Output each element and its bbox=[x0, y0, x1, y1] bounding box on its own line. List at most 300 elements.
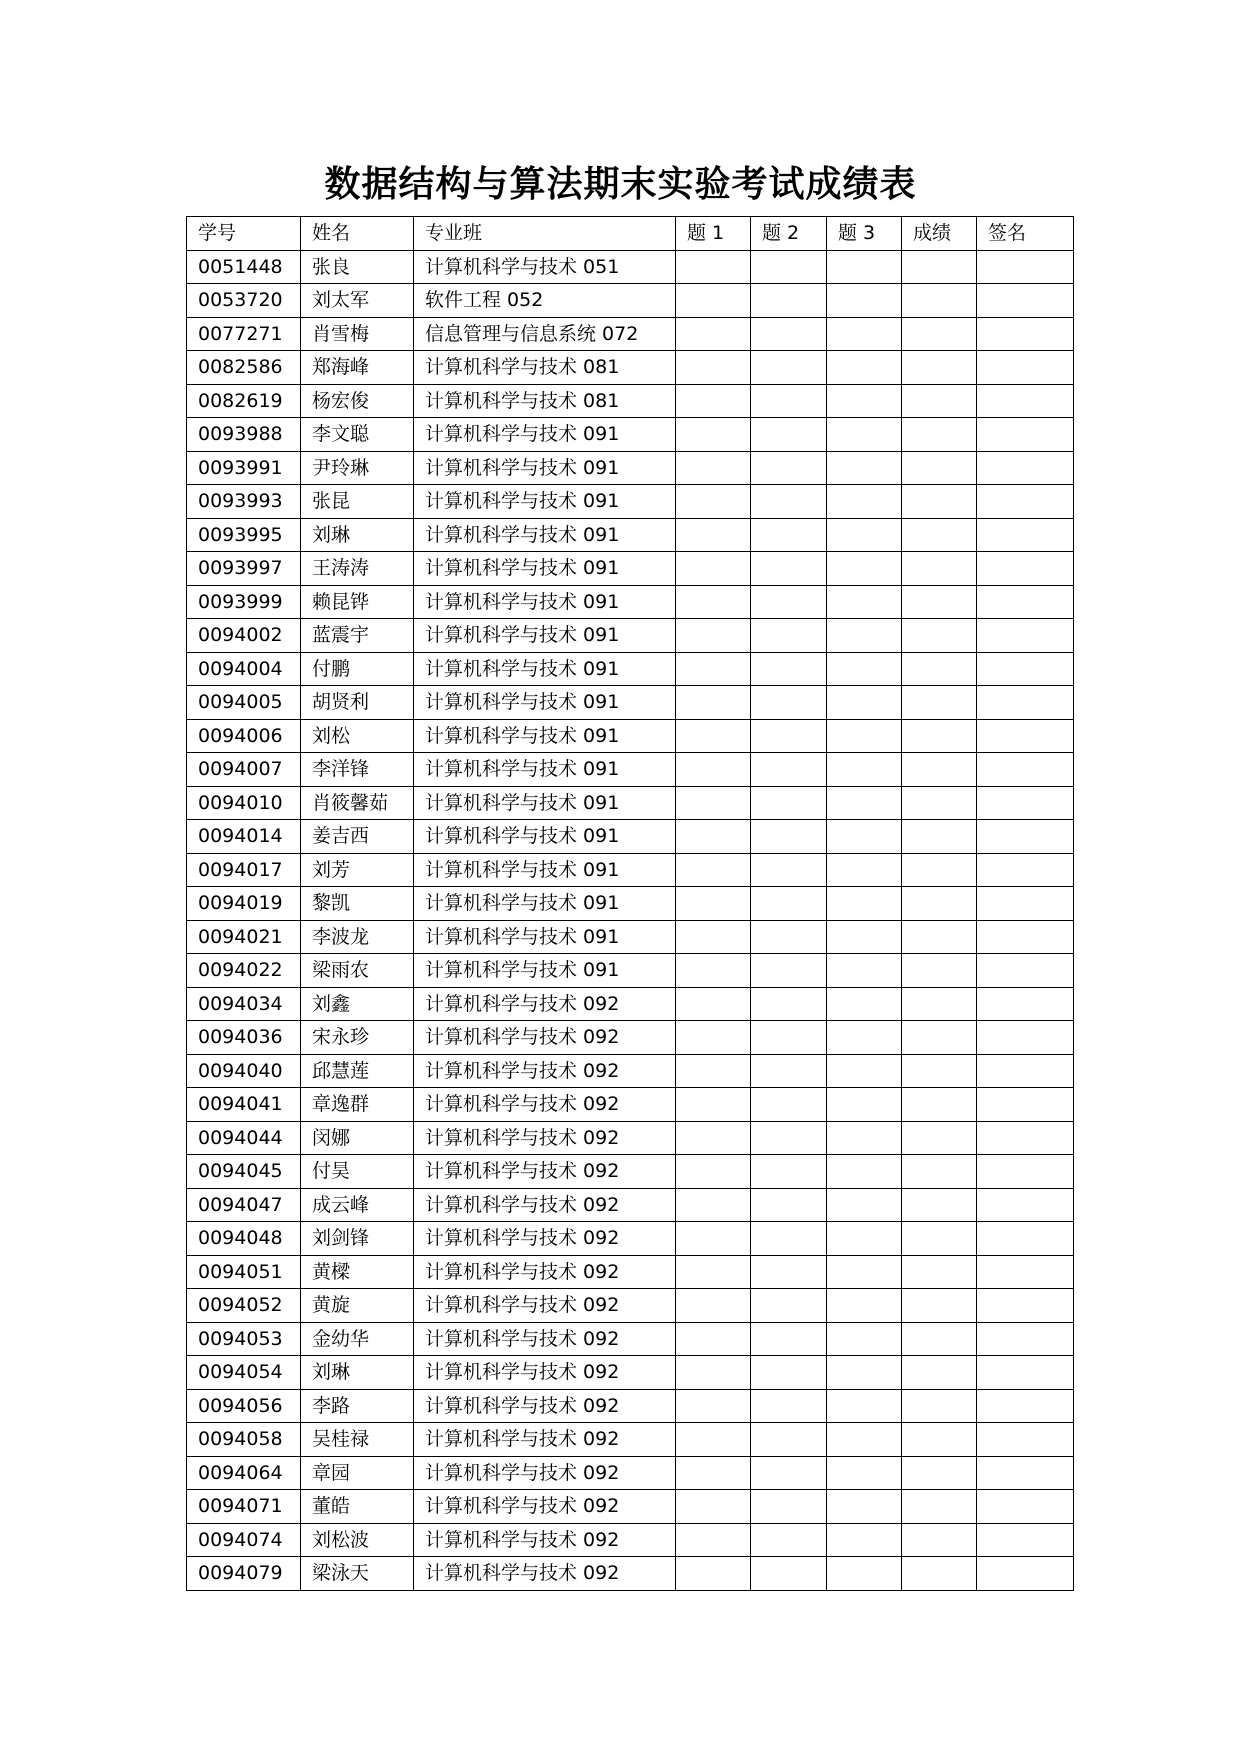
q2-cell bbox=[751, 552, 827, 586]
student-id-cell: 0094010 bbox=[187, 786, 301, 820]
table-row bbox=[187, 1155, 1074, 1189]
student-id-cell: 0094005 bbox=[187, 686, 301, 720]
table-row bbox=[187, 1356, 1074, 1390]
q3-cell bbox=[827, 451, 902, 485]
name-cell: 付昊 bbox=[301, 1155, 414, 1189]
table-row bbox=[187, 418, 1074, 452]
table-row bbox=[187, 518, 1074, 552]
name-cell: 金幼华 bbox=[301, 1322, 414, 1356]
signature-cell bbox=[977, 585, 1074, 619]
student-id-cell: 0094053 bbox=[187, 1322, 301, 1356]
q3-cell bbox=[827, 954, 902, 988]
signature-cell bbox=[977, 284, 1074, 318]
score-cell bbox=[902, 1188, 977, 1222]
name-cell: 成云峰 bbox=[301, 1188, 414, 1222]
name-cell: 梁雨农 bbox=[301, 954, 414, 988]
signature-cell bbox=[977, 1456, 1074, 1490]
signature-cell bbox=[977, 619, 1074, 653]
major-class-cell: 计算机科学与技术 092 bbox=[414, 1021, 676, 1055]
column-header-major-class: 专业班 bbox=[414, 217, 676, 251]
q3-cell bbox=[827, 1088, 902, 1122]
major-class-cell: 计算机科学与技术 051 bbox=[414, 250, 676, 284]
q1-cell bbox=[676, 920, 751, 954]
major-class-cell: 计算机科学与技术 091 bbox=[414, 451, 676, 485]
q2-cell bbox=[751, 719, 827, 753]
table-row bbox=[187, 820, 1074, 854]
table-row bbox=[187, 619, 1074, 653]
student-id-cell: 0094051 bbox=[187, 1255, 301, 1289]
q1-cell bbox=[676, 820, 751, 854]
major-class-cell: 计算机科学与技术 091 bbox=[414, 920, 676, 954]
column-header-q2: 题 2 bbox=[751, 217, 827, 251]
table-row bbox=[187, 920, 1074, 954]
name-cell: 刘太军 bbox=[301, 284, 414, 318]
q2-cell bbox=[751, 1222, 827, 1256]
score-cell bbox=[902, 284, 977, 318]
q1-cell bbox=[676, 753, 751, 787]
name-cell: 刘剑锋 bbox=[301, 1222, 414, 1256]
student-id-cell: 0093991 bbox=[187, 451, 301, 485]
name-cell: 董皓 bbox=[301, 1490, 414, 1524]
q1-cell bbox=[676, 987, 751, 1021]
score-cell bbox=[902, 887, 977, 921]
q1-cell bbox=[676, 619, 751, 653]
major-class-cell: 计算机科学与技术 092 bbox=[414, 1322, 676, 1356]
signature-cell bbox=[977, 1490, 1074, 1524]
signature-cell bbox=[977, 485, 1074, 519]
signature-cell bbox=[977, 853, 1074, 887]
column-header-name: 姓名 bbox=[301, 217, 414, 251]
signature-cell bbox=[977, 1021, 1074, 1055]
q2-cell bbox=[751, 954, 827, 988]
grades-table-body bbox=[187, 250, 1074, 1590]
table-row bbox=[187, 1557, 1074, 1591]
q2-cell bbox=[751, 1155, 827, 1189]
signature-cell bbox=[977, 887, 1074, 921]
table-row bbox=[187, 1389, 1074, 1423]
table-row bbox=[187, 987, 1074, 1021]
major-class-cell: 计算机科学与技术 092 bbox=[414, 1423, 676, 1457]
signature-cell bbox=[977, 1222, 1074, 1256]
q2-cell bbox=[751, 1456, 827, 1490]
score-cell bbox=[902, 250, 977, 284]
q1-cell bbox=[676, 853, 751, 887]
q3-cell bbox=[827, 786, 902, 820]
q1-cell bbox=[676, 1155, 751, 1189]
student-id-cell: 0093997 bbox=[187, 552, 301, 586]
signature-cell bbox=[977, 1356, 1074, 1390]
q2-cell bbox=[751, 585, 827, 619]
q1-cell bbox=[676, 1188, 751, 1222]
table-row bbox=[187, 552, 1074, 586]
q2-cell bbox=[751, 1356, 827, 1390]
score-cell bbox=[902, 1021, 977, 1055]
score-cell bbox=[902, 1054, 977, 1088]
major-class-cell: 信息管理与信息系统 072 bbox=[414, 317, 676, 351]
score-cell bbox=[902, 317, 977, 351]
name-cell: 黄樑 bbox=[301, 1255, 414, 1289]
student-id-cell: 0082586 bbox=[187, 351, 301, 385]
name-cell: 宋永珍 bbox=[301, 1021, 414, 1055]
q1-cell bbox=[676, 1490, 751, 1524]
table-row bbox=[187, 451, 1074, 485]
student-id-cell: 0094071 bbox=[187, 1490, 301, 1524]
major-class-cell: 计算机科学与技术 092 bbox=[414, 1255, 676, 1289]
page-title: 数据结构与算法期末实验考试成绩表 bbox=[324, 163, 917, 205]
q1-cell bbox=[676, 1222, 751, 1256]
q1-cell bbox=[676, 1088, 751, 1122]
student-id-cell: 0094006 bbox=[187, 719, 301, 753]
table-row bbox=[187, 1222, 1074, 1256]
name-cell: 黎凯 bbox=[301, 887, 414, 921]
column-header-score: 成绩 bbox=[902, 217, 977, 251]
table-row bbox=[187, 284, 1074, 318]
q3-cell bbox=[827, 719, 902, 753]
name-cell: 闵娜 bbox=[301, 1121, 414, 1155]
name-cell: 刘鑫 bbox=[301, 987, 414, 1021]
score-cell bbox=[902, 686, 977, 720]
q1-cell bbox=[676, 1523, 751, 1557]
q2-cell bbox=[751, 1255, 827, 1289]
student-id-cell: 0094017 bbox=[187, 853, 301, 887]
q2-cell bbox=[751, 652, 827, 686]
signature-cell bbox=[977, 552, 1074, 586]
table-row bbox=[187, 1423, 1074, 1457]
q1-cell bbox=[676, 1423, 751, 1457]
q2-cell bbox=[751, 1423, 827, 1457]
score-cell bbox=[902, 418, 977, 452]
q3-cell bbox=[827, 1389, 902, 1423]
name-cell: 肖雪梅 bbox=[301, 317, 414, 351]
name-cell: 胡贤利 bbox=[301, 686, 414, 720]
q1-cell bbox=[676, 485, 751, 519]
major-class-cell: 计算机科学与技术 092 bbox=[414, 1188, 676, 1222]
signature-cell bbox=[977, 1557, 1074, 1591]
q3-cell bbox=[827, 887, 902, 921]
score-cell bbox=[902, 1255, 977, 1289]
student-id-cell: 0094041 bbox=[187, 1088, 301, 1122]
q3-cell bbox=[827, 1021, 902, 1055]
q3-cell bbox=[827, 284, 902, 318]
score-cell bbox=[902, 351, 977, 385]
signature-cell bbox=[977, 719, 1074, 753]
table-row bbox=[187, 753, 1074, 787]
student-id-cell: 0094022 bbox=[187, 954, 301, 988]
table-row bbox=[187, 485, 1074, 519]
q2-cell bbox=[751, 1389, 827, 1423]
major-class-cell: 计算机科学与技术 092 bbox=[414, 1490, 676, 1524]
name-cell: 尹玲琳 bbox=[301, 451, 414, 485]
q2-cell bbox=[751, 1188, 827, 1222]
signature-cell bbox=[977, 518, 1074, 552]
student-id-cell: 0093993 bbox=[187, 485, 301, 519]
score-cell bbox=[902, 1356, 977, 1390]
signature-cell bbox=[977, 652, 1074, 686]
score-cell bbox=[902, 853, 977, 887]
name-cell: 刘松波 bbox=[301, 1523, 414, 1557]
signature-cell bbox=[977, 1188, 1074, 1222]
score-cell bbox=[902, 987, 977, 1021]
signature-cell bbox=[977, 250, 1074, 284]
q3-cell bbox=[827, 1054, 902, 1088]
student-id-cell: 0094048 bbox=[187, 1222, 301, 1256]
q1-cell bbox=[676, 1322, 751, 1356]
q2-cell bbox=[751, 1557, 827, 1591]
student-id-cell: 0093988 bbox=[187, 418, 301, 452]
signature-cell bbox=[977, 987, 1074, 1021]
q3-cell bbox=[827, 1222, 902, 1256]
major-class-cell: 计算机科学与技术 091 bbox=[414, 820, 676, 854]
q1-cell bbox=[676, 719, 751, 753]
signature-cell bbox=[977, 317, 1074, 351]
q1-cell bbox=[676, 786, 751, 820]
column-header-q3: 题 3 bbox=[827, 217, 902, 251]
name-cell: 李路 bbox=[301, 1389, 414, 1423]
student-id-cell: 0094004 bbox=[187, 652, 301, 686]
major-class-cell: 计算机科学与技术 091 bbox=[414, 485, 676, 519]
student-id-cell: 0051448 bbox=[187, 250, 301, 284]
name-cell: 黄旋 bbox=[301, 1289, 414, 1323]
score-cell bbox=[902, 920, 977, 954]
q2-cell bbox=[751, 485, 827, 519]
q3-cell bbox=[827, 1423, 902, 1457]
name-cell: 梁泳天 bbox=[301, 1557, 414, 1591]
q1-cell bbox=[676, 1356, 751, 1390]
signature-cell bbox=[977, 351, 1074, 385]
major-class-cell: 计算机科学与技术 092 bbox=[414, 1088, 676, 1122]
table-row bbox=[187, 1490, 1074, 1524]
q3-cell bbox=[827, 1322, 902, 1356]
major-class-cell: 计算机科学与技术 091 bbox=[414, 786, 676, 820]
student-id-cell: 0094052 bbox=[187, 1289, 301, 1323]
q2-cell bbox=[751, 317, 827, 351]
q3-cell bbox=[827, 250, 902, 284]
student-id-cell: 0094054 bbox=[187, 1356, 301, 1390]
student-id-cell: 0094034 bbox=[187, 987, 301, 1021]
q1-cell bbox=[676, 1255, 751, 1289]
signature-cell bbox=[977, 1289, 1074, 1323]
q1-cell bbox=[676, 954, 751, 988]
table-row bbox=[187, 317, 1074, 351]
score-cell bbox=[902, 451, 977, 485]
q1-cell bbox=[676, 1557, 751, 1591]
name-cell: 张昆 bbox=[301, 485, 414, 519]
q3-cell bbox=[827, 1456, 902, 1490]
q1-cell bbox=[676, 686, 751, 720]
major-class-cell: 计算机科学与技术 091 bbox=[414, 954, 676, 988]
major-class-cell: 计算机科学与技术 091 bbox=[414, 552, 676, 586]
q3-cell bbox=[827, 1490, 902, 1524]
student-id-cell: 0094079 bbox=[187, 1557, 301, 1591]
major-class-cell: 计算机科学与技术 092 bbox=[414, 1557, 676, 1591]
student-id-cell: 0094036 bbox=[187, 1021, 301, 1055]
column-header-q1: 题 1 bbox=[676, 217, 751, 251]
signature-cell bbox=[977, 1423, 1074, 1457]
signature-cell bbox=[977, 384, 1074, 418]
score-cell bbox=[902, 1423, 977, 1457]
q3-cell bbox=[827, 384, 902, 418]
q2-cell bbox=[751, 1088, 827, 1122]
student-id-cell: 0094002 bbox=[187, 619, 301, 653]
table-row bbox=[187, 954, 1074, 988]
score-cell bbox=[902, 1322, 977, 1356]
q1-cell bbox=[676, 1389, 751, 1423]
q1-cell bbox=[676, 1456, 751, 1490]
major-class-cell: 计算机科学与技术 092 bbox=[414, 1054, 676, 1088]
table-row bbox=[187, 1054, 1074, 1088]
student-id-cell: 0094040 bbox=[187, 1054, 301, 1088]
name-cell: 吴桂禄 bbox=[301, 1423, 414, 1457]
major-class-cell: 计算机科学与技术 092 bbox=[414, 1121, 676, 1155]
q3-cell bbox=[827, 1523, 902, 1557]
student-id-cell: 0094021 bbox=[187, 920, 301, 954]
q3-cell bbox=[827, 920, 902, 954]
score-cell bbox=[902, 1490, 977, 1524]
table-row bbox=[187, 1121, 1074, 1155]
q3-cell bbox=[827, 1289, 902, 1323]
q2-cell bbox=[751, 1021, 827, 1055]
table-row bbox=[187, 384, 1074, 418]
student-id-cell: 0093995 bbox=[187, 518, 301, 552]
q3-cell bbox=[827, 485, 902, 519]
major-class-cell: 计算机科学与技术 092 bbox=[414, 1222, 676, 1256]
table-row bbox=[187, 887, 1074, 921]
q2-cell bbox=[751, 284, 827, 318]
signature-cell bbox=[977, 686, 1074, 720]
student-id-cell: 0077271 bbox=[187, 317, 301, 351]
q2-cell bbox=[751, 1322, 827, 1356]
name-cell: 邱慧莲 bbox=[301, 1054, 414, 1088]
signature-cell bbox=[977, 1255, 1074, 1289]
table-row bbox=[187, 250, 1074, 284]
name-cell: 蓝震宇 bbox=[301, 619, 414, 653]
name-cell: 肖筱馨茹 bbox=[301, 786, 414, 820]
q3-cell bbox=[827, 351, 902, 385]
signature-cell bbox=[977, 920, 1074, 954]
column-header-student-id: 学号 bbox=[187, 217, 301, 251]
q2-cell bbox=[751, 686, 827, 720]
q1-cell bbox=[676, 451, 751, 485]
q2-cell bbox=[751, 384, 827, 418]
q3-cell bbox=[827, 418, 902, 452]
score-cell bbox=[902, 485, 977, 519]
q1-cell bbox=[676, 317, 751, 351]
table-row bbox=[187, 686, 1074, 720]
name-cell: 刘芳 bbox=[301, 853, 414, 887]
q2-cell bbox=[751, 518, 827, 552]
major-class-cell: 软件工程 052 bbox=[414, 284, 676, 318]
q1-cell bbox=[676, 1021, 751, 1055]
table-row bbox=[187, 1523, 1074, 1557]
q1-cell bbox=[676, 887, 751, 921]
score-cell bbox=[902, 1088, 977, 1122]
student-id-cell: 0094007 bbox=[187, 753, 301, 787]
q3-cell bbox=[827, 1121, 902, 1155]
q3-cell bbox=[827, 552, 902, 586]
q1-cell bbox=[676, 284, 751, 318]
major-class-cell: 计算机科学与技术 091 bbox=[414, 887, 676, 921]
table-row bbox=[187, 1322, 1074, 1356]
signature-cell bbox=[977, 1155, 1074, 1189]
major-class-cell: 计算机科学与技术 091 bbox=[414, 853, 676, 887]
table-row bbox=[187, 719, 1074, 753]
name-cell: 刘琳 bbox=[301, 518, 414, 552]
table-row bbox=[187, 585, 1074, 619]
table-row bbox=[187, 786, 1074, 820]
table-row bbox=[187, 1088, 1074, 1122]
major-class-cell: 计算机科学与技术 091 bbox=[414, 619, 676, 653]
q1-cell bbox=[676, 418, 751, 452]
student-id-cell: 0094014 bbox=[187, 820, 301, 854]
q2-cell bbox=[751, 1490, 827, 1524]
score-cell bbox=[902, 719, 977, 753]
score-cell bbox=[902, 1523, 977, 1557]
student-id-cell: 0094058 bbox=[187, 1423, 301, 1457]
q1-cell bbox=[676, 652, 751, 686]
score-cell bbox=[902, 619, 977, 653]
q3-cell bbox=[827, 585, 902, 619]
signature-cell bbox=[977, 1389, 1074, 1423]
q3-cell bbox=[827, 652, 902, 686]
score-cell bbox=[902, 1155, 977, 1189]
signature-cell bbox=[977, 451, 1074, 485]
major-class-cell: 计算机科学与技术 091 bbox=[414, 753, 676, 787]
signature-cell bbox=[977, 1322, 1074, 1356]
student-id-cell: 0082619 bbox=[187, 384, 301, 418]
major-class-cell: 计算机科学与技术 092 bbox=[414, 987, 676, 1021]
table-row bbox=[187, 1021, 1074, 1055]
major-class-cell: 计算机科学与技术 081 bbox=[414, 384, 676, 418]
q1-cell bbox=[676, 1054, 751, 1088]
table-header-row bbox=[187, 217, 1074, 251]
q3-cell bbox=[827, 1155, 902, 1189]
q1-cell bbox=[676, 384, 751, 418]
q3-cell bbox=[827, 1557, 902, 1591]
table-row bbox=[187, 1289, 1074, 1323]
major-class-cell: 计算机科学与技术 091 bbox=[414, 418, 676, 452]
q2-cell bbox=[751, 250, 827, 284]
name-cell: 章逸群 bbox=[301, 1088, 414, 1122]
score-cell bbox=[902, 820, 977, 854]
q2-cell bbox=[751, 451, 827, 485]
score-cell bbox=[902, 1222, 977, 1256]
name-cell: 姜吉西 bbox=[301, 820, 414, 854]
q2-cell bbox=[751, 853, 827, 887]
q2-cell bbox=[751, 987, 827, 1021]
q1-cell bbox=[676, 552, 751, 586]
name-cell: 李洋锋 bbox=[301, 753, 414, 787]
q2-cell bbox=[751, 1289, 827, 1323]
name-cell: 刘松 bbox=[301, 719, 414, 753]
score-cell bbox=[902, 1289, 977, 1323]
name-cell: 付鹏 bbox=[301, 652, 414, 686]
name-cell: 章园 bbox=[301, 1456, 414, 1490]
major-class-cell: 计算机科学与技术 092 bbox=[414, 1289, 676, 1323]
table-row bbox=[187, 1456, 1074, 1490]
student-id-cell: 0094019 bbox=[187, 887, 301, 921]
name-cell: 赖昆铧 bbox=[301, 585, 414, 619]
q2-cell bbox=[751, 619, 827, 653]
signature-cell bbox=[977, 1121, 1074, 1155]
q3-cell bbox=[827, 820, 902, 854]
name-cell: 杨宏俊 bbox=[301, 384, 414, 418]
major-class-cell: 计算机科学与技术 091 bbox=[414, 585, 676, 619]
signature-cell bbox=[977, 1523, 1074, 1557]
table-row bbox=[187, 351, 1074, 385]
q2-cell bbox=[751, 1121, 827, 1155]
q1-cell bbox=[676, 250, 751, 284]
score-cell bbox=[902, 1389, 977, 1423]
